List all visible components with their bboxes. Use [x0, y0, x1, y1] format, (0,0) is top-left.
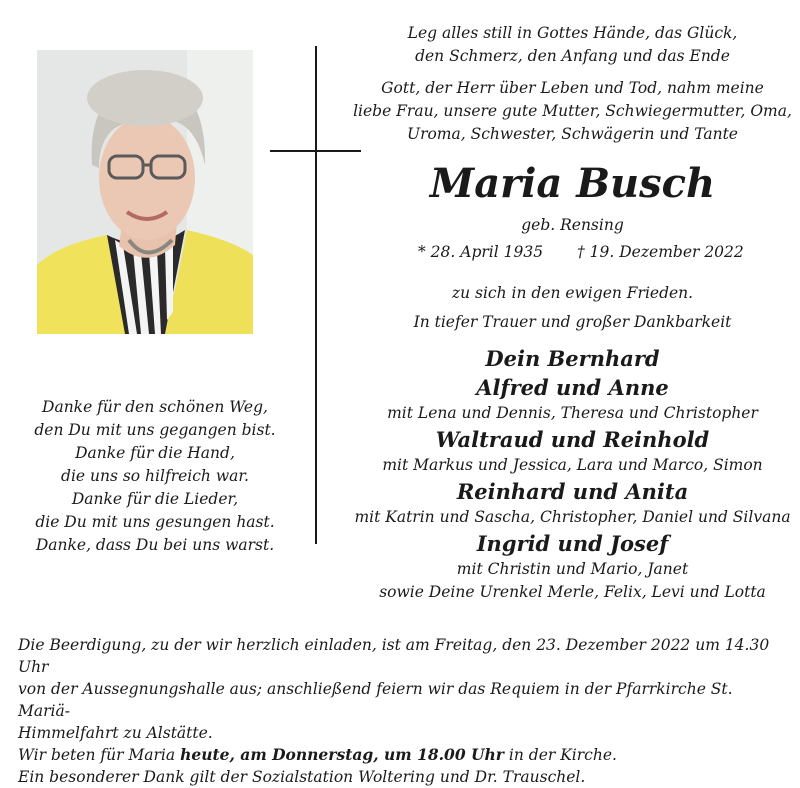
- portrait-illustration: [37, 50, 253, 334]
- prayer-line: [18, 744, 788, 766]
- birth-date: * 28. April 1935: [418, 243, 544, 261]
- deceased-name: Maria Busch: [429, 160, 716, 207]
- family-head: Reinhard und Anita: [456, 479, 689, 504]
- verse-line: die Du mit uns gesungen hast.: [35, 513, 275, 531]
- family-sub: mit Christin und Mario, Janet: [456, 560, 689, 578]
- grandchildren-line: sowie Deine Urenkel Merle, Felix, Levi und Lotta: [379, 583, 766, 601]
- funeral-line: Die Beerdigung, zu der wir herzlich einladen, ist am Freitag, den 23. Dezember 2022 um 14.30 Uhr: [18, 636, 770, 676]
- portrait-photo: [37, 50, 253, 334]
- verse-line: den Schmerz, den Anfang und das Ende: [415, 47, 730, 65]
- thanks-verse: [10, 396, 300, 557]
- prayer-post: in der Kirche.: [503, 746, 617, 764]
- funeral-line: Himmelfahrt zu Alstätte.: [18, 724, 213, 742]
- family-head: Dein Bernhard: [485, 346, 660, 371]
- verse-line: Leg alles still in Gottes Hände, das Glück,: [407, 24, 738, 42]
- verse-line: den Du mit uns gegangen bist.: [34, 421, 276, 439]
- verse-line: Danke, dass Du bei uns warst.: [35, 536, 275, 554]
- peace-text: zu sich in den ewigen Frieden.: [451, 284, 694, 302]
- family-head: Alfred und Anne: [476, 375, 669, 400]
- cross-vertical: [315, 46, 317, 544]
- announcement-intro: [345, 77, 800, 146]
- verse-line: Danke für die Lieder,: [71, 490, 239, 508]
- family-head: Waltraud und Reinhold: [435, 427, 710, 452]
- funeral-line: von der Aussegnungshalle aus; anschließend feiern wir das Requiem in der Pfarrkirche St. Mariä-: [18, 680, 733, 720]
- verse-line: Danke für den schönen Weg,: [42, 398, 268, 416]
- family-list: [345, 344, 800, 604]
- verse-line: Danke für die Hand,: [75, 444, 235, 462]
- top-verse: [345, 22, 800, 68]
- family-sub: mit Markus und Jessica, Lara und Marco, Simon: [382, 456, 763, 474]
- intro-line: liebe Frau, unsere gute Mutter, Schwiegermutter, Oma,: [353, 102, 792, 120]
- family-sub: mit Lena und Dennis, Theresa und Christopher: [387, 404, 758, 422]
- family-head: Ingrid und Josef: [476, 531, 669, 556]
- verse-line: die uns so hilfreich war.: [61, 467, 249, 485]
- intro-line: Gott, der Herr über Leben und Tod, nahm meine: [381, 79, 764, 97]
- prayer-pre: Wir beten für Maria: [18, 746, 181, 764]
- mourning-text: In tiefer Trauer und großer Dankbarkeit: [413, 313, 732, 331]
- funeral-info: [18, 634, 788, 788]
- prayer-time: heute, am Donnerstag, um 18.00 Uhr: [180, 745, 504, 764]
- thanks-line: Ein besonderer Dank gilt der Sozialstation Woltering und Dr. Trauschel.: [18, 768, 586, 786]
- family-sub: mit Katrin und Sascha, Christopher, Daniel und Silvana: [354, 508, 791, 526]
- intro-line: Uroma, Schwester, Schwägerin und Tante: [407, 125, 738, 143]
- cross-horizontal: [270, 150, 361, 152]
- death-date: † 19. Dezember 2022: [577, 243, 744, 261]
- birth-name: geb. Rensing: [521, 216, 624, 234]
